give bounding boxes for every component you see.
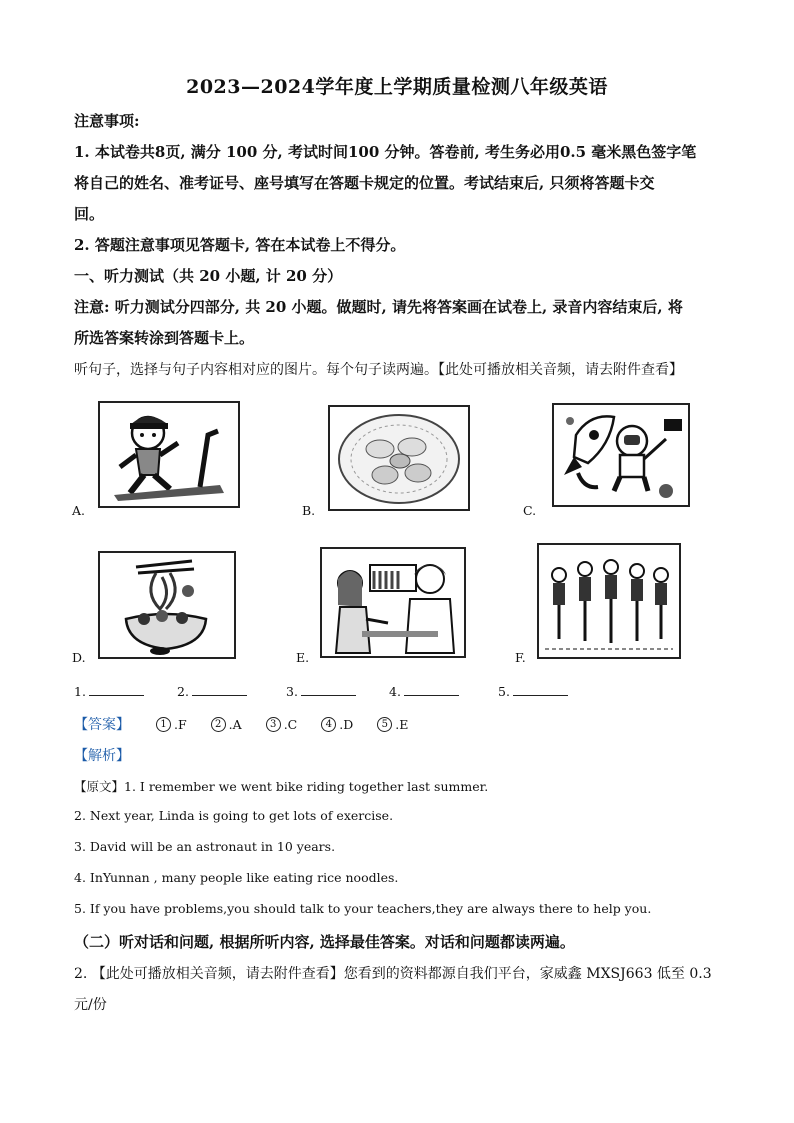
student-talking-to-teacher-image	[322, 549, 464, 656]
answer-row	[74, 714, 432, 734]
section-2-heading: （二）听对话和问题, 根据所听内容, 选择最佳答案。对话和问题都读两遍。	[74, 933, 575, 951]
transcript-line-1	[74, 777, 488, 795]
transcript-tag: 【原文】	[74, 779, 125, 794]
picture-f	[537, 543, 681, 659]
answer-item: 3 . C	[266, 717, 298, 732]
question-number: 3.	[286, 684, 298, 699]
answer-number: 1	[156, 717, 171, 732]
footer-line-2: 元/份	[74, 997, 107, 1013]
question-2-blank[interactable]	[177, 683, 247, 699]
rice-noodle-bowl-image	[100, 553, 234, 657]
analysis-tag: 【解析】	[74, 748, 130, 764]
question-3-blank[interactable]	[286, 683, 356, 699]
answer-value: C	[287, 716, 298, 732]
answer-line	[89, 683, 144, 696]
picture-c-label: C.	[523, 503, 537, 518]
section-1-note-line-1: 注意: 听力测试分四部分, 共 20 小题。做题时, 请先将答案画在试卷上, 录音内容结束后, 将	[74, 298, 683, 316]
answer-number: 4	[321, 717, 336, 732]
answer-value: F	[177, 716, 187, 732]
answer-line	[301, 683, 356, 696]
transcript-text: 1. I remember we went bike riding together last summer.	[124, 779, 489, 794]
transcript-line-3: 3. David will be an astronaut in 10 years.	[74, 839, 336, 854]
answer-line	[404, 683, 459, 696]
answer-value: E	[399, 716, 409, 732]
transcript-line-5: 5. If you have problems,you should talk to your teachers,they are always there to help you.	[74, 901, 652, 916]
footer-line-1: 2. 【此处可播放相关音频，请去附件查看】您看到的资料都源自我们平台，家威鑫 MXSJ663 低至 0.3	[74, 966, 712, 982]
answer-number: 2	[211, 717, 226, 732]
part-1-instruction: 听句子，选择与句子内容相对应的图片。每个句子读两遍。【此处可播放相关音频，请去附件查看】	[74, 362, 683, 378]
question-4-blank[interactable]	[389, 683, 459, 699]
picture-b	[328, 405, 470, 511]
section-1-note-line-2: 所选答案转涂到答题卡上。	[74, 329, 255, 347]
picture-e	[320, 547, 466, 658]
answer-tag: 【答案】	[74, 717, 130, 733]
transcript-line-4: 4. InYunnan , many people like eating rice noodles.	[74, 870, 399, 885]
picture-e-label: E.	[296, 650, 310, 665]
question-number: 4.	[389, 684, 401, 699]
notice-1-line-2: 将自己的姓名、准考证号、座号填写在答题卡规定的位置。考试结束后, 只须将答题卡交	[74, 174, 655, 192]
question-5-blank[interactable]	[498, 683, 568, 699]
picture-a	[98, 401, 240, 508]
answer-item: 1 . F	[156, 717, 187, 732]
answer-item: 4 . D	[321, 717, 353, 732]
picture-d-label: D.	[72, 650, 86, 665]
picture-f-label: F.	[515, 650, 526, 665]
picture-a-label: A.	[72, 503, 86, 518]
notice-1-line-1: 1. 本试卷共8页, 满分 100 分, 考试时间100 分钟。答卷前, 考生务必用0.5 毫米黑色签字笔	[74, 143, 697, 161]
answer-number: 3	[266, 717, 281, 732]
plate-of-dumplings-image	[330, 407, 468, 509]
answer-line	[192, 683, 247, 696]
picture-b-label: B.	[302, 503, 316, 518]
transcript-line-2: 2. Next year, Linda is going to get lots of exercise.	[74, 808, 394, 823]
question-number: 1.	[74, 684, 86, 699]
notice-1-line-3: 回。	[74, 205, 105, 223]
notice-2: 2. 答题注意事项见答题卡, 答在本试卷上不得分。	[74, 236, 406, 254]
question-number: 2.	[177, 684, 189, 699]
kids-riding-bikes-image	[539, 545, 679, 657]
answer-value: A	[232, 716, 242, 732]
answer-line	[513, 683, 568, 696]
treadmill-runner-image	[100, 403, 238, 506]
notice-heading: 注意事项:	[74, 112, 140, 130]
picture-d	[98, 551, 236, 659]
question-1-blank[interactable]	[74, 683, 144, 699]
question-number: 5.	[498, 684, 510, 699]
answer-item: 5 . E	[377, 717, 408, 732]
answer-item: 2 . A	[211, 717, 242, 732]
answer-value: D	[343, 716, 354, 732]
page-title: 2023—2024学年度上学期质量检测八年级英语	[186, 76, 608, 98]
astronaut-rocket-image	[554, 405, 688, 505]
answer-number: 5	[377, 717, 392, 732]
section-1-heading: 一、听力测试（共 20 小题, 计 20 分）	[74, 267, 343, 285]
picture-c	[552, 403, 690, 507]
